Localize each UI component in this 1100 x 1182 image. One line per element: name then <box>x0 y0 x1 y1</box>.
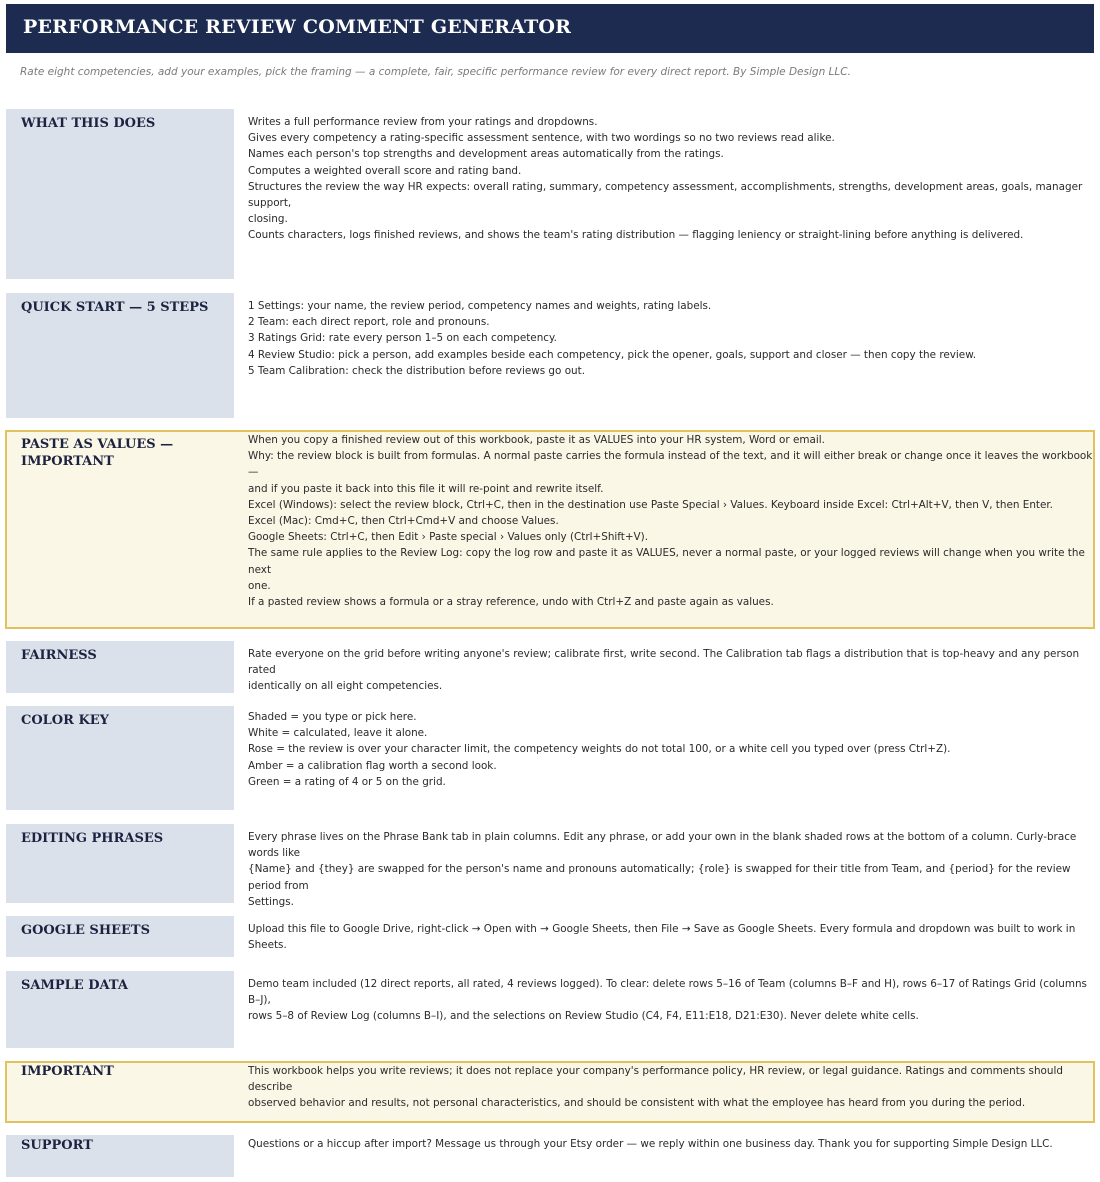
section-body <box>248 1136 1093 1152</box>
body-line: Upload this file to Google Drive, right-click → Open with → Google Sheets, then File → Save as Google Sheets. Every formula and dropdown was built to work in Sheets. <box>248 923 1076 952</box>
section-label-cell <box>6 971 234 1048</box>
section-important <box>0 1061 1100 1123</box>
section-label: SAMPLE DATA <box>21 978 128 993</box>
section-label: GOOGLE SHEETS <box>21 923 150 938</box>
body-line: closing. <box>248 213 288 226</box>
section-label-cell <box>6 824 234 903</box>
section-body <box>248 709 1093 790</box>
body-line: Names each person's top strengths and development areas automatically from the ratings. <box>248 148 724 161</box>
section-support <box>0 1135 1100 1177</box>
title-bar <box>6 4 1094 53</box>
section-label: FAIRNESS <box>21 648 97 663</box>
body-line: {Name} and {they} are swapped for the person's name and pronouns automatically; {role} is swapped for their title from Team, and {period} for the review period from <box>248 863 1071 892</box>
section-label: QUICK START — 5 STEPS <box>21 300 209 315</box>
body-line: Counts characters, logs finished reviews, and shows the team's rating distribution — flagging leniency or straight-lining before anything is delivered. <box>248 229 1024 242</box>
page-subtitle: Rate eight competencies, add your examples, pick the framing — a complete, fair, specific performance review for every direct report. By Simple Design LLC. <box>20 66 851 78</box>
section-sample-data <box>0 971 1100 1048</box>
body-line: Gives every competency a rating-specific assessment sentence, with two wordings so no two reviews read alike. <box>248 132 835 145</box>
section-label-cell <box>6 1135 234 1177</box>
section-label-cell <box>6 916 234 957</box>
section-fairness <box>0 641 1100 693</box>
body-line: The same rule applies to the Review Log: copy the log row and paste it as VALUES, never a normal paste, or your logged reviews will change when you write the next <box>248 547 1085 576</box>
body-line: Structures the review the way HR expects: overall rating, summary, competency assessment, accomplishments, strengths, development areas, goals, manager support, <box>248 180 1083 210</box>
section-paste-as-values <box>0 430 1100 629</box>
color-key-shaded: Shaded = you type or pick here. <box>248 711 417 723</box>
section-body <box>248 114 1093 244</box>
section-editing-phrases <box>0 824 1100 908</box>
step-line: 5 Team Calibration: check the distribution before reviews go out. <box>248 364 586 377</box>
section-label-cell <box>6 641 234 693</box>
body-line: Writes a full performance review from your ratings and dropdowns. <box>248 116 598 128</box>
section-body <box>248 646 1093 695</box>
section-google-sheets <box>0 916 1100 957</box>
section-label: COLOR KEY <box>21 713 109 728</box>
section-body <box>248 921 1093 953</box>
body-line: Excel (Windows): select the review block, Ctrl+C, then in the destination use Paste Special › Values. Keyboard inside Excel: Ctrl+Alt+V, then V, then Enter. <box>248 498 1053 511</box>
section-body <box>248 829 1093 910</box>
color-key-amber: Amber = a calibration flag worth a second look. <box>248 759 497 772</box>
body-line: observed behavior and results, not personal characteristics, and should be consistent with what the employee has heard from you during the period. <box>248 1097 1026 1110</box>
section-color-key <box>0 706 1100 810</box>
section-label: IMPORTANT <box>21 1064 114 1079</box>
body-line: one. <box>248 579 271 592</box>
page-title: PERFORMANCE REVIEW COMMENT GENERATOR <box>23 16 572 38</box>
section-label: PASTE AS VALUES — IMPORTANT <box>21 437 174 469</box>
body-line: Excel (Mac): Cmd+C, then Ctrl+Cmd+V and choose Values. <box>248 515 559 528</box>
section-quick-start <box>0 293 1100 418</box>
body-line: Every phrase lives on the Phrase Bank tab in plain columns. Edit any phrase, or add your own in the blank shaded rows at the bottom of a column. Curly-brace words like <box>248 831 1077 860</box>
body-line: identically on all eight competencies. <box>248 680 443 693</box>
body-line: Computes a weighted overall score and rating band. <box>248 164 522 177</box>
section-label: WHAT THIS DOES <box>21 116 156 131</box>
color-key-rose: Rose = the review is over your character limit, the competency weights do not total 100, or a white cell you typed over (press Ctrl+Z). <box>248 743 951 756</box>
body-line: Google Sheets: Ctrl+C, then Edit › Paste special › Values only (Ctrl+Shift+V). <box>248 531 649 544</box>
body-line: Rate everyone on the grid before writing anyone's review; calibrate first, write second. The Calibration tab flags a distribution that is top-heavy and any person rated <box>248 648 1080 677</box>
body-line: This workbook helps you write reviews; it does not replace your company's performance policy, HR review, or legal guidance. Ratings and comments should describe <box>248 1065 1063 1094</box>
section-body <box>248 432 1093 610</box>
body-line: Settings. <box>248 895 294 908</box>
section-label-cell <box>6 706 234 810</box>
section-body <box>248 976 1093 1025</box>
step-line: 1 Settings: your name, the review period, competency names and weights, rating labels. <box>248 300 712 312</box>
section-label-cell <box>6 109 234 279</box>
section-label-cell <box>6 293 234 418</box>
color-key-green: Green = a rating of 4 or 5 on the grid. <box>248 775 446 788</box>
body-line: Why: the review block is built from formulas. A normal paste carries the formula instead of the text, and it will either break or change once it leaves the workbook — <box>248 450 1093 479</box>
section-body <box>248 298 1093 379</box>
body-line: rows 5–8 of Review Log (columns B–I), and the selections on Review Studio (C4, F4, E11:E18, D21:E30). Never delete white cells. <box>248 1010 919 1023</box>
step-line: 4 Review Studio: pick a person, add examples beside each competency, pick the opener, goals, support and closer — then copy the review. <box>248 348 977 361</box>
color-key-white: White = calculated, leave it alone. <box>248 727 428 740</box>
body-line: and if you paste it back into this file it will re-point and rewrite itself. <box>248 482 604 495</box>
step-line: 3 Ratings Grid: rate every person 1–5 on each competency. <box>248 332 557 345</box>
body-line: If a pasted review shows a formula or a stray reference, undo with Ctrl+Z and paste again as values. <box>248 596 774 609</box>
section-label: EDITING PHRASES <box>21 831 164 846</box>
body-line: Demo team included (12 direct reports, all rated, 4 reviews logged). To clear: delete rows 5–16 of Team (columns B–F and H), rows 6–17 of Ratings Grid (columns B–J), <box>248 978 1087 1007</box>
section-what-this-does <box>0 109 1100 279</box>
step-line: 2 Team: each direct report, role and pronouns. <box>248 316 490 329</box>
section-body <box>248 1063 1093 1112</box>
body-line: When you copy a finished review out of this workbook, paste it as VALUES into your HR system, Word or email. <box>248 434 825 446</box>
section-label: SUPPORT <box>21 1138 93 1153</box>
body-line: Questions or a hiccup after import? Message us through your Etsy order — we reply within one business day. Thank you for supporting Simple Design LLC. <box>248 1138 1053 1150</box>
